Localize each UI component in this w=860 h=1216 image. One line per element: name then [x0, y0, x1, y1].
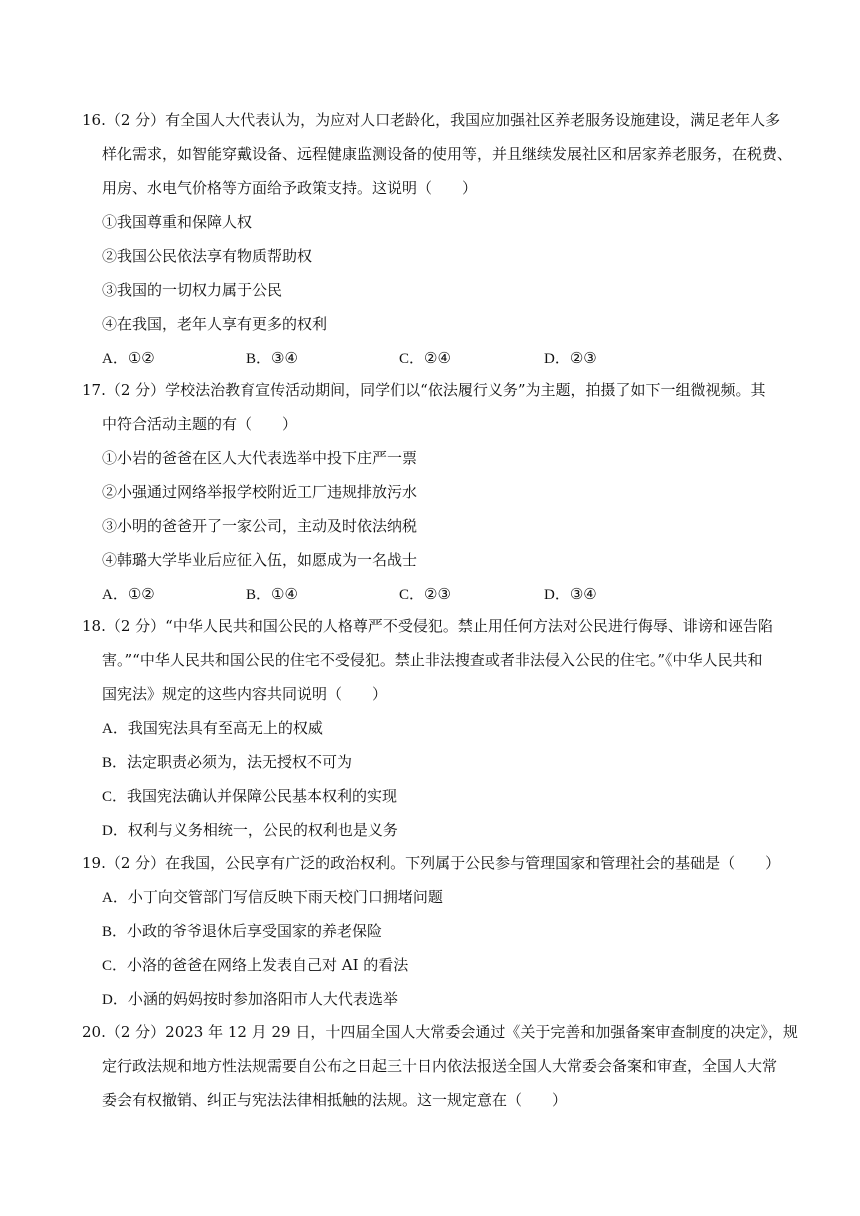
- statement: ④在我国，老年人享有更多的权利: [102, 315, 328, 333]
- question-stem: [82, 609, 782, 711]
- statement: ②小强通过网络举报学校附近工厂违规排放污水: [102, 483, 418, 501]
- options-row: [82, 341, 782, 375]
- option-a[interactable]: A．小丁向交管部门写信反映下雨天校门口拥堵问题: [102, 888, 443, 906]
- stem-text: 在我国，公民享有广泛的政治权利。下列属于公民参与管理国家和管理社会的基础是（ ）: [165, 854, 781, 872]
- question-number: 17.: [82, 381, 106, 399]
- statement: ①小岩的爸爸在区人大代表选举中投下庄严一票: [102, 449, 418, 467]
- option-c[interactable]: C．我国宪法确认并保障公民基本权利的实现: [102, 787, 398, 805]
- question-score: （2 分）: [105, 1023, 166, 1041]
- question-17: [82, 373, 782, 611]
- statement: ①我国尊重和保障人权: [102, 213, 253, 231]
- stem-line: [82, 1015, 798, 1049]
- question-19: [82, 846, 782, 1016]
- question-number: 19.: [82, 854, 106, 872]
- stem-text: “中华人民共和国公民的人格尊严不受侵犯。禁止用任何方法对公民进行侮辱、诽谤和诬告陷: [165, 617, 773, 635]
- option-b[interactable]: B．小政的爷爷退休后享受国家的养老保险: [102, 922, 383, 940]
- question-number: 20.: [82, 1023, 106, 1041]
- stem-line: 害。”“中华人民共和国公民的住宅不受侵犯。禁止非法搜查或者非法侵入公民的住宅。”《中华人民共和: [102, 651, 763, 669]
- stem-text: 学校法治教育宣传活动期间，同学们以“依法履行义务”为主题，拍摄了如下一组微视频。其: [165, 381, 766, 399]
- question-stem: [82, 103, 793, 205]
- statement: ③小明的爸爸开了一家公司，主动及时依法纳税: [102, 517, 418, 535]
- question-score: （2 分）: [105, 854, 166, 872]
- option-d[interactable]: D．②③: [544, 349, 597, 367]
- question-16: [82, 103, 793, 375]
- stem-line: 委会有权撤销、纠正与宪法法律相抵触的法规。这一规定意在（ ）: [102, 1091, 568, 1109]
- option-c[interactable]: C．②④: [399, 349, 451, 367]
- statement: ④韩璐大学毕业后应征入伍，如愿成为一名战士: [102, 551, 418, 569]
- stem-line: [82, 609, 782, 643]
- stem-line: 定行政法规和地方性法规需要自公布之日起三十日内依法报送全国人大常委会备案和审查，全国人大常: [102, 1057, 778, 1075]
- stem-line: [82, 373, 782, 407]
- options-row: [82, 577, 782, 611]
- question-stem: [82, 1015, 798, 1117]
- option-c[interactable]: C．②③: [399, 585, 451, 603]
- stem-line: 中符合活动主题的有（ ）: [102, 415, 298, 433]
- statement: ②我国公民依法享有物质帮助权: [102, 247, 313, 265]
- question-score: （2 分）: [105, 381, 166, 399]
- question-18: [82, 609, 782, 847]
- option-b[interactable]: B．①④: [246, 585, 298, 603]
- stem-line: 样化需求，如智能穿戴设备、远程健康监测设备的使用等，并且继续发展社区和居家养老服务，在税费、: [102, 145, 793, 163]
- option-a[interactable]: A．①②: [102, 585, 155, 603]
- question-number: 16.: [82, 111, 106, 129]
- option-b[interactable]: B．法定职责必须为，法无授权不可为: [102, 753, 353, 771]
- option-a[interactable]: A．①②: [102, 349, 155, 367]
- option-a[interactable]: A．我国宪法具有至高无上的权威: [102, 719, 323, 737]
- option-d[interactable]: D．③④: [544, 585, 597, 603]
- option-b[interactable]: B．③④: [246, 349, 298, 367]
- option-d[interactable]: D．权利与义务相统一，公民的权利也是义务: [102, 821, 398, 839]
- option-c[interactable]: C．小洛的爸爸在网络上发表自己对 AI 的看法: [102, 956, 409, 974]
- question-score: （2 分）: [105, 111, 166, 129]
- stem-line: 用房、水电气价格等方面给予政策支持。这说明（ ）: [102, 179, 478, 197]
- stem-line: 国宪法》规定的这些内容共同说明（ ）: [102, 685, 388, 703]
- stem-text: 有全国人大代表认为，为应对人口老龄化，我国应加强社区养老服务设施建设，满足老年人多: [165, 111, 781, 129]
- question-stem: [82, 373, 782, 441]
- stem-line: [82, 103, 782, 137]
- question-20: [82, 1015, 798, 1117]
- question-stem: [82, 846, 782, 880]
- option-d[interactable]: D．小涵的妈妈按时参加洛阳市人大代表选举: [102, 990, 398, 1008]
- stem-text: 2023 年 12 月 29 日，十四届全国人大常委会通过《关于完善和加强备案审查制度的决定》，规: [165, 1023, 798, 1041]
- stem-line: [82, 846, 782, 880]
- question-score: （2 分）: [105, 617, 166, 635]
- statement: ③我国的一切权力属于公民: [102, 281, 283, 299]
- question-number: 18.: [82, 617, 106, 635]
